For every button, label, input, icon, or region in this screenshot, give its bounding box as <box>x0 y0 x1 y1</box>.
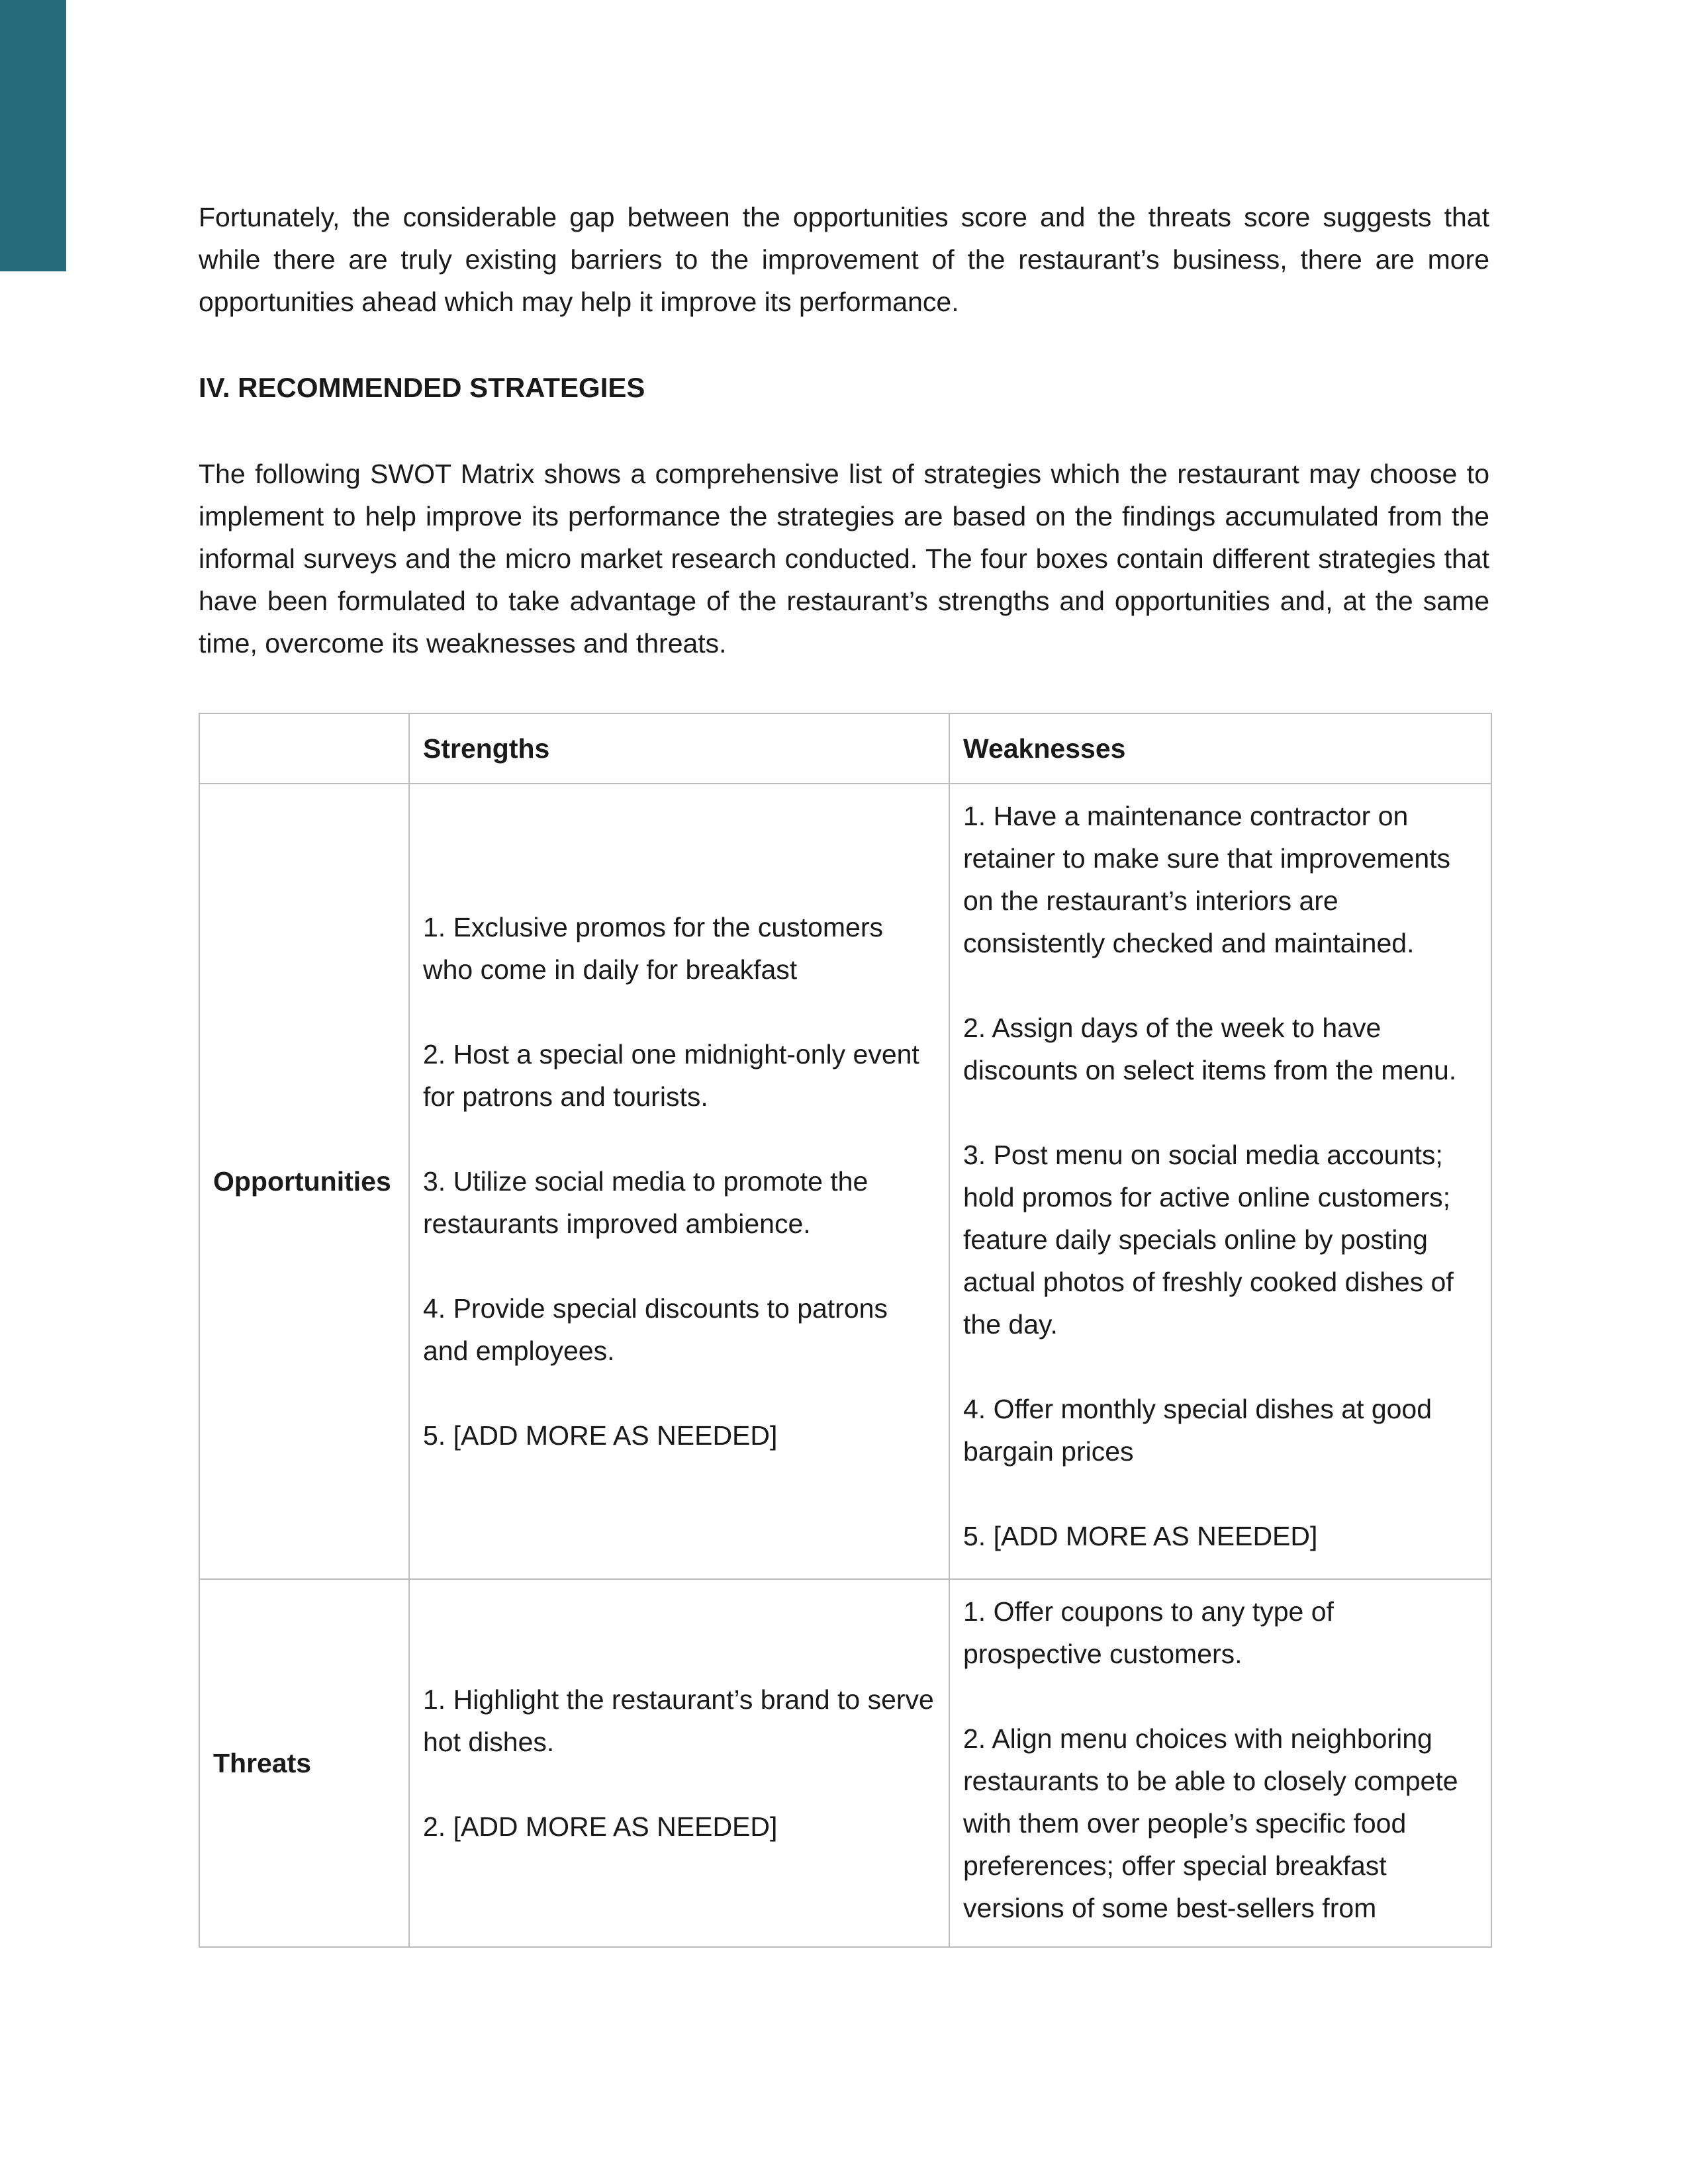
list-item: 1. Offer coupons to any type of prospective customers. <box>963 1596 1334 1669</box>
cell-threats-strengths <box>409 1579 949 1947</box>
intro-paragraph: Fortunately, the considerable gap between the opportunities score and the threats score suggests that while there are truly existing barriers to the improvement of the restaurant’s business, there are more opportunities ahead which may help it improve its performance. <box>199 202 1489 317</box>
swot-matrix-table <box>199 713 1492 1948</box>
row-label-opportunities: Opportunities <box>199 784 409 1579</box>
cell-opportunities-weaknesses <box>949 784 1491 1579</box>
cell-opportunities-strengths <box>409 784 949 1579</box>
row-label-threats: Threats <box>199 1579 409 1947</box>
table-header-empty <box>199 713 409 784</box>
list-item: 2. Host a special one midnight-only event for patrons and tourists. <box>423 1039 919 1112</box>
list-item: 4. Offer monthly special dishes at good bargain prices <box>963 1394 1432 1467</box>
table-row-threats <box>199 1579 1491 1947</box>
list-item: 5. [ADD MORE AS NEEDED] <box>423 1420 778 1451</box>
table-row-opportunities <box>199 784 1491 1579</box>
list-item: 4. Provide special discounts to patrons and employees. <box>423 1293 888 1366</box>
cell-threats-weaknesses <box>949 1579 1491 1947</box>
table-header-strengths: Strengths <box>409 713 949 784</box>
list-item: 2. [ADD MORE AS NEEDED] <box>423 1811 778 1842</box>
list-item: 1. Exclusive promos for the customers who come in daily for breakfast <box>423 912 883 985</box>
section-paragraph: The following SWOT Matrix shows a comprehensive list of strategies which the restaurant may choose to implement to help improve its performance the strategies are based on the findings accumulated from the informal surveys and the micro market research conducted. The four boxes contain different strategies that have been formulated to take advantage of the restaurant’s strengths and opportunities and, at the same time, overcome its weaknesses and threats. <box>199 459 1489 659</box>
list-item: 1. Have a maintenance contractor on retainer to make sure that improvements on the restaurant’s interiors are consistently checked and maintained. <box>963 801 1451 958</box>
list-item: 3. Utilize social media to promote the restaurants improved ambience. <box>423 1166 868 1239</box>
table-header-row <box>199 713 1491 784</box>
document-body <box>199 196 1489 664</box>
list-item: 3. Post menu on social media accounts; hold promos for active online customers; feature daily specials online by posting actual photos of freshly cooked dishes of the day. <box>963 1140 1454 1340</box>
list-item: 1. Highlight the restaurant’s brand to serve hot dishes. <box>423 1684 934 1757</box>
side-tab-decoration <box>0 0 66 271</box>
list-item: 2. Align menu choices with neighboring restaurants to be able to closely compete with them over people’s specific food preferences; offer special breakfast versions of some best-sellers from <box>963 1723 1458 1923</box>
table-header-weaknesses: Weaknesses <box>949 713 1491 784</box>
list-item: 5. [ADD MORE AS NEEDED] <box>963 1521 1318 1551</box>
list-item: 2. Assign days of the week to have discounts on select items from the menu. <box>963 1013 1457 1085</box>
section-heading: IV. RECOMMENDED STRATEGIES <box>199 372 645 403</box>
